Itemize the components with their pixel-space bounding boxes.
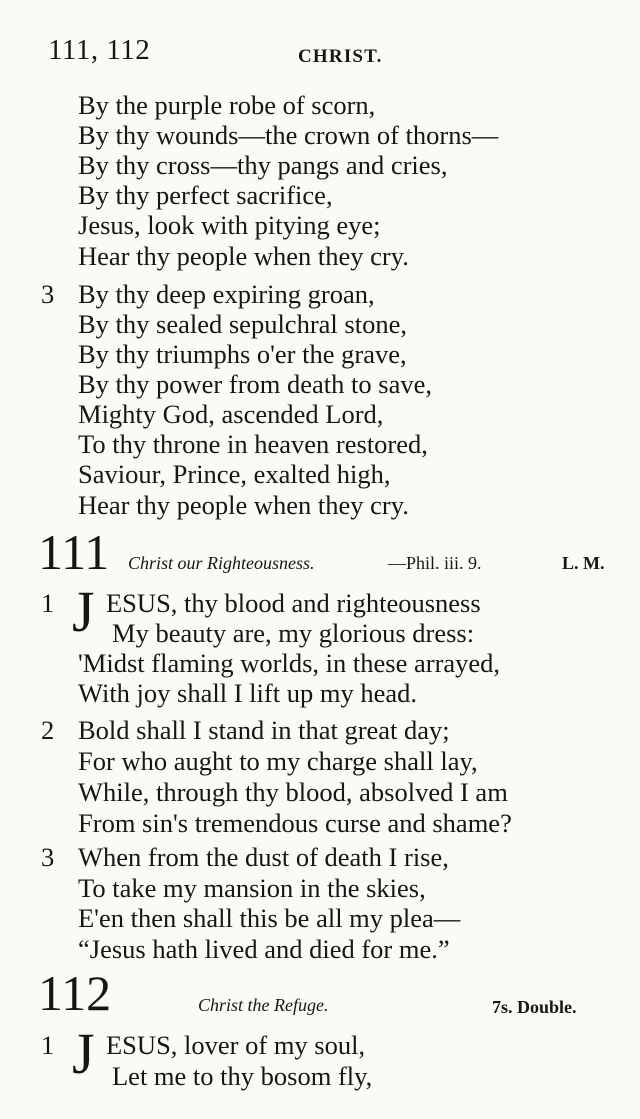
verse-line: 'Midst flaming worlds, in these arrayed,: [78, 648, 501, 678]
verse-line: By thy cross—thy pangs and cries,: [78, 150, 448, 180]
verse-line: By thy power from death to save,: [78, 369, 432, 399]
hymn-title: Christ the Refuge.: [198, 995, 329, 1015]
running-head: [0, 30, 640, 70]
verse-line: When from the dust of death I rise,: [78, 842, 449, 872]
verse-line: By thy triumphs o'er the grave,: [78, 339, 407, 369]
verse-line: By thy deep expiring groan,: [78, 279, 375, 309]
drop-cap: J: [72, 579, 95, 644]
verse-line: Hear thy people when they cry.: [78, 490, 409, 520]
verse-number: 1: [41, 588, 55, 618]
verse-line: My beauty are, my glorious dress:: [112, 618, 475, 648]
verse-number: 3: [41, 279, 55, 309]
hymn-meter: L. M.: [562, 553, 605, 573]
scripture-reference: —Phil. iii. 9.: [388, 553, 482, 573]
verse-line: Let me to thy bosom fly,: [112, 1061, 373, 1091]
section-title: CHRIST.: [298, 46, 383, 67]
hymn-title: Christ our Righteousness.: [128, 553, 315, 573]
verse-line: Mighty God, ascended Lord,: [78, 399, 384, 429]
verse-line: Saviour, Prince, exalted high,: [78, 459, 391, 489]
verse-line: By thy sealed sepulchral stone,: [78, 309, 407, 339]
verse-line: To thy throne in heaven restored,: [78, 429, 428, 459]
verse-line: By thy perfect sacrifice,: [78, 180, 333, 210]
verse-line: Jesus, look with pitying eye;: [78, 210, 381, 240]
verse-line: With joy shall I lift up my head.: [78, 678, 417, 708]
verse-line: ESUS, thy blood and righteousness: [106, 588, 481, 618]
verse-line: By thy wounds—the crown of thorns—: [78, 120, 499, 150]
verse-line: For who aught to my charge shall lay,: [78, 746, 478, 776]
hymn-number: 111: [38, 524, 110, 580]
verse-line: While, through thy blood, absolved I am: [78, 777, 508, 807]
verse-line: Hear thy people when they cry.: [78, 241, 409, 271]
verse-line: “Jesus hath lived and died for me.”: [78, 934, 450, 964]
hymn-meter: 7s. Double.: [492, 997, 577, 1017]
verse-line: By the purple robe of scorn,: [78, 90, 376, 120]
drop-cap: J: [72, 1021, 95, 1086]
page-numbers: 111, 112: [48, 34, 151, 66]
hymn-number: 112: [38, 965, 112, 1021]
verse-number: 2: [41, 715, 55, 745]
verse-line: E'en then shall this be all my plea—: [78, 903, 461, 933]
verse-number: 3: [41, 842, 55, 872]
verse-number: 1: [41, 1030, 55, 1060]
verse-line: To take my mansion in the skies,: [78, 873, 426, 903]
verse-line: Bold shall I stand in that great day;: [78, 715, 450, 745]
verse-line: From sin's tremendous curse and shame?: [78, 808, 512, 838]
verse-line: ESUS, lover of my soul,: [106, 1030, 366, 1060]
